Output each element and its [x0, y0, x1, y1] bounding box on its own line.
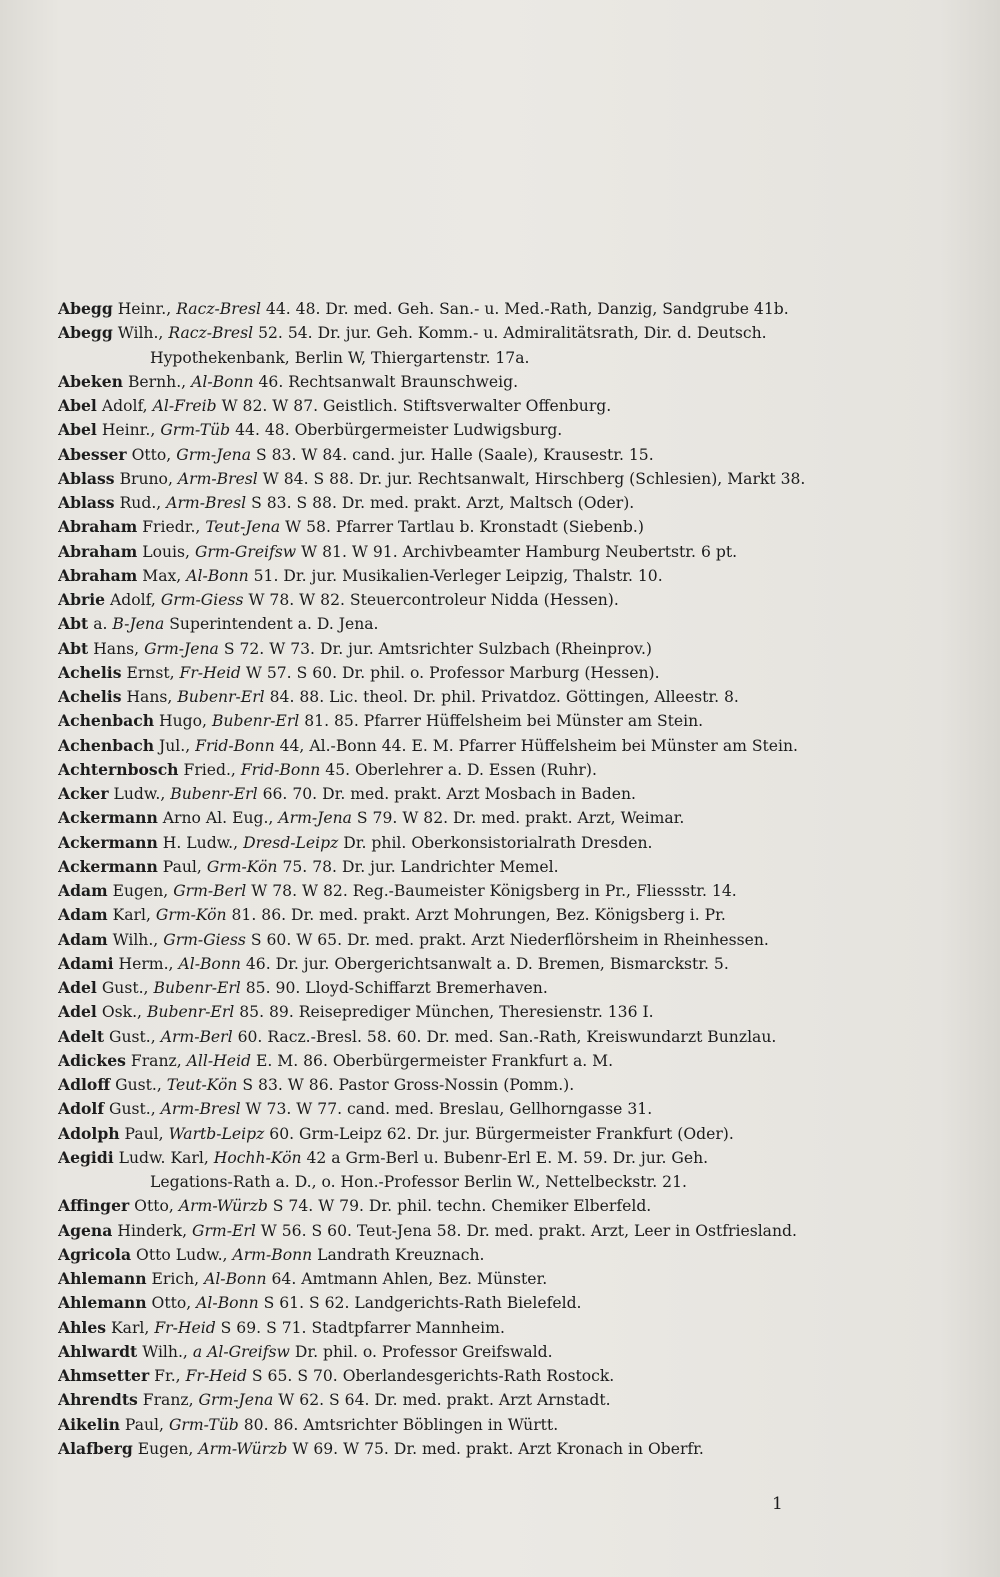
list-item [58, 1219, 958, 1243]
entry-details: 81. 86. Dr. med. prakt. Arzt Mohrungen, Bez. Königsberg i. Pr. [231, 906, 726, 925]
entry-details: W 69. W 75. Dr. med. prakt. Arzt Kronach in Oberfr. [292, 1439, 704, 1458]
entry-surname: Abegg [58, 323, 113, 343]
entry-details: W 78. W 82. Steuercontroleur Nidda (Hessen). [248, 591, 619, 609]
entry-given-name: a. [93, 615, 108, 634]
list-item [58, 685, 958, 709]
entry-given-name: Fr., [154, 1367, 181, 1385]
entry-institution: Grm-Tüb [168, 1415, 239, 1434]
entry-given-name: Bernh., [127, 372, 187, 391]
entry-given-name: Louis, [142, 542, 190, 561]
entry-institution: Bubenr-Erl [211, 712, 300, 731]
entry-surname: Achelis [58, 662, 122, 682]
entry-surname: Agricola [58, 1244, 132, 1264]
entry-given-name: Karl, [112, 906, 151, 925]
entry-surname: Ablass [58, 493, 115, 512]
entry-given-name: Eugen, [112, 882, 169, 900]
entry-continuation: Legations-Rath a. D., o. Hon.-Professor Berlin W., Nettelbeckstr. 21. [150, 1173, 687, 1191]
entry-given-name: Arno Al. Eug., [162, 809, 274, 828]
entry-surname: Ahrendts [58, 1390, 138, 1410]
entry-surname: Achternbosch [58, 759, 179, 779]
entry-given-name: Erich, [151, 1270, 200, 1288]
entry-surname: Adel [58, 978, 97, 997]
entry-details: S 72. W 73. Dr. jur. Amtsrichter Sulzbach (Rheinprov.) [223, 639, 652, 658]
entry-institution: Fr-Heid [154, 1318, 216, 1337]
entry-surname: Ahmsetter [58, 1366, 150, 1385]
entry-institution: Bubenr-Erl [146, 1003, 235, 1022]
entry-details: W 81. W 91. Archivbeamter Hamburg Neubertstr. 6 pt. [301, 542, 738, 561]
list-item [58, 1146, 958, 1170]
entry-institution: Fr-Heid [185, 1367, 247, 1385]
entry-institution: Teut-Kön [166, 1076, 238, 1094]
entry-surname: Abraham [58, 517, 138, 537]
entry-given-name: Hans, [126, 688, 173, 706]
entry-institution: Fr-Heid [179, 663, 241, 682]
entry-institution: Al-Bonn [196, 1294, 259, 1313]
list-item [58, 1388, 958, 1412]
entry-surname: Aegidi [58, 1147, 114, 1167]
entry-details: 46. Rechtsanwalt Braunschweig. [258, 372, 519, 391]
list-item [58, 1025, 958, 1049]
entry-institution: Wartb-Leipz [168, 1124, 265, 1143]
list-item [58, 1413, 958, 1437]
entry-institution: Arm-Berl [160, 1027, 233, 1046]
entry-details: 51. Dr. jur. Musikalien-Verleger Leipzig, Thalstr. 10. [253, 566, 663, 585]
entry-surname: Achenbach [58, 735, 155, 755]
entry-surname: Achelis [58, 687, 122, 706]
list-item [58, 443, 958, 467]
entry-given-name: Hans, [93, 639, 140, 658]
entry-details: 42 a Grm-Berl u. Bubenr-Erl E. M. 59. Dr. jur. Geh. [306, 1148, 709, 1167]
list-item [58, 491, 958, 515]
entry-surname: Alafberg [58, 1438, 133, 1458]
entry-institution: Grm-Kön [206, 857, 278, 876]
entry-details: 85. 90. Lloyd-Schiffarzt Bremerhaven. [245, 979, 548, 997]
entry-details: W 62. S 64. Dr. med. prakt. Arzt Arnstadt. [278, 1391, 611, 1410]
entry-surname: Adam [58, 905, 108, 925]
entry-institution: Arm-Bresl [166, 494, 247, 512]
list-item [58, 588, 958, 612]
entry-surname: Achenbach [58, 711, 155, 731]
page-number: 1 [772, 1494, 783, 1514]
entry-given-name: Wilh., [117, 324, 164, 343]
entry-surname: Abraham [58, 565, 138, 585]
entry-institution: Grm-Tüb [160, 421, 231, 440]
entry-details: 52. 54. Dr. jur. Geh. Komm.- u. Admiralitätsrath, Dir. d. Deutsch. [258, 324, 767, 343]
entry-surname: Adolph [58, 1123, 120, 1143]
entry-details: 46. Dr. jur. Obergerichtsanwalt a. D. Bremen, Bismarckstr. 5. [245, 954, 729, 973]
entry-details: S 83. W 86. Pastor Gross-Nossin (Pomm.). [242, 1076, 575, 1094]
entry-surname: Ahlwardt [58, 1341, 138, 1361]
entry-details: 66. 70. Dr. med. prakt. Arzt Mosbach in Baden. [262, 785, 636, 803]
entry-details: S 83. S 88. Dr. med. prakt. Arzt, Maltsch (Oder). [251, 494, 635, 512]
entry-surname: Adickes [58, 1050, 126, 1070]
entry-details: W 73. W 77. cand. med. Breslau, Gellhorngasse 31. [245, 1100, 653, 1119]
list-item [58, 1316, 958, 1340]
entry-continuation: Hypothekenbank, Berlin W, Thiergartenstr. 17a. [150, 348, 530, 367]
entry-institution: Arm-Jena [278, 809, 352, 828]
entry-details: 60. Racz.-Bresl. 58. 60. Dr. med. San.-Rath, Kreiswundarzt Bunzlau. [237, 1027, 777, 1046]
list-item [58, 806, 958, 830]
entry-details: E. M. 86. Oberbürgermeister Frankfurt a. M. [255, 1051, 614, 1070]
entry-institution: Teut-Jena [205, 518, 281, 537]
entry-institution: a Al-Greifsw [192, 1342, 290, 1361]
entry-surname: Abt [58, 638, 89, 658]
entry-institution: Grm-Giess [163, 930, 246, 949]
list-item [58, 734, 958, 758]
entry-institution: B-Jena [112, 615, 165, 634]
entry-given-name: Eugen, [137, 1439, 194, 1458]
entry-list [58, 297, 958, 1461]
entry-details: S 61. S 62. Landgerichts-Rath Bielefeld. [263, 1294, 582, 1313]
list-item [58, 394, 958, 418]
entry-given-name: Paul, [124, 1124, 164, 1143]
list-item [58, 903, 958, 927]
entry-details: 44, Al.-Bonn 44. E. M. Pfarrer Hüffelsheim bei Münster am Stein. [279, 736, 799, 755]
entry-institution: Grm-Jena [198, 1391, 274, 1410]
entry-institution: Al-Freib [152, 397, 217, 415]
entry-surname: Ackermann [58, 832, 158, 852]
entry-details: 80. 86. Amtsrichter Böblingen in Württ. [243, 1415, 559, 1434]
entry-given-name: Paul, [124, 1415, 164, 1434]
entry-surname: Adelt [58, 1026, 105, 1046]
list-item [58, 976, 958, 1000]
entry-details: Dr. phil. o. Professor Greifswald. [294, 1342, 553, 1361]
entry-given-name: Paul, [162, 857, 202, 876]
entry-details: 64. Amtmann Ahlen, Bez. Münster. [271, 1270, 548, 1288]
list-item [58, 540, 958, 564]
entry-surname: Abeken [58, 371, 123, 391]
entry-details: S 65. S 70. Oberlandesgerichts-Rath Rostock. [251, 1367, 615, 1385]
entry-institution: Bubenr-Erl [170, 785, 258, 803]
entry-details: 84. 88. Lic. theol. Dr. phil. Privatdoz. Göttingen, Alleestr. 8. [269, 688, 739, 706]
list-item [58, 661, 958, 685]
entry-institution: Grm-Berl [173, 882, 247, 900]
entry-given-name: Heinr., [117, 300, 172, 318]
entry-given-name: Osk., [101, 1003, 142, 1022]
entry-institution: Dresd-Leipz [243, 833, 339, 852]
entry-given-name: Karl, [111, 1318, 150, 1337]
entry-given-name: Ludw. Karl, [118, 1148, 209, 1167]
entry-surname: Agena [58, 1220, 113, 1240]
list-item [58, 1364, 958, 1388]
entry-given-name: Otto Ludw., [136, 1245, 228, 1264]
list-item [58, 515, 958, 539]
entry-given-name: Herm., [118, 954, 174, 973]
list-item [58, 1267, 958, 1291]
entry-institution: Arm-Würzb [178, 1197, 268, 1216]
list-item [58, 952, 958, 976]
entry-given-name: Franz, [130, 1051, 182, 1070]
entry-given-name: Hugo, [159, 712, 207, 731]
list-item [58, 297, 958, 321]
entry-details: W 57. S 60. Dr. phil. o. Professor Marburg (Hessen). [245, 663, 660, 682]
entry-institution: Grm-Greifsw [194, 542, 297, 561]
entry-surname: Abrie [58, 590, 106, 609]
entry-details: 75. 78. Dr. jur. Landrichter Memel. [282, 857, 559, 876]
list-item [58, 831, 958, 855]
entry-details: W 78. W 82. Reg.-Baumeister Königsberg in Pr., Fliessstr. 14. [251, 882, 737, 900]
entry-institution: Al-Bonn [178, 954, 241, 973]
list-item [58, 370, 958, 394]
entry-surname: Abt [58, 614, 89, 634]
list-item [58, 1049, 958, 1073]
entry-given-name: Franz, [142, 1391, 194, 1410]
entry-given-name: Heinr., [101, 421, 156, 440]
list-item [58, 1122, 958, 1146]
list-item [58, 612, 958, 636]
entry-institution: Al-Bonn [204, 1270, 267, 1288]
entry-institution: Frid-Bonn [195, 736, 275, 755]
list-item [58, 467, 958, 491]
entry-given-name: Gust., [115, 1076, 162, 1094]
entry-surname: Abesser [58, 444, 127, 464]
entry-given-name: Gust., [101, 979, 149, 997]
entry-details: W 56. S 60. Teut-Jena 58. Dr. med. prakt. Arzt, Leer in Ostfriesland. [260, 1221, 797, 1240]
entry-details: Dr. phil. Oberkonsistorialrath Dresden. [343, 833, 653, 852]
entry-surname: Ackermann [58, 856, 158, 876]
entry-institution: Al-Bonn [191, 372, 254, 391]
entry-given-name: Bruno, [119, 469, 173, 488]
entry-details: Superintendent a. D. Jena. [169, 615, 379, 634]
entry-institution: All-Heid [186, 1051, 251, 1070]
entry-given-name: Hinderk, [117, 1221, 188, 1240]
list-item [58, 1000, 958, 1024]
entry-details: S 74. W 79. Dr. phil. techn. Chemiker Elberfeld. [272, 1197, 652, 1216]
entry-surname: Acker [58, 784, 109, 803]
entry-surname: Ablass [58, 468, 115, 488]
list-item [58, 1194, 958, 1218]
entry-given-name: Fried., [183, 760, 236, 779]
entry-details: W 84. S 88. Dr. jur. Rechtsanwalt, Hirschberg (Schlesien), Markt 38. [262, 469, 806, 488]
entry-given-name: Otto, [151, 1294, 192, 1313]
entry-surname: Ackermann [58, 808, 158, 828]
entry-given-name: Otto, [131, 445, 172, 464]
entry-given-name: Rud., [119, 494, 162, 512]
entry-surname: Adami [58, 953, 114, 973]
entry-details: 44. 48. Dr. med. Geh. San.- u. Med.-Rath, Danzig, Sandgrube 41b. [265, 300, 789, 318]
entry-institution: Arm-Bresl [177, 469, 258, 488]
entry-surname: Abraham [58, 541, 138, 561]
list-item [58, 855, 958, 879]
entry-given-name: Jul., [159, 736, 191, 755]
entry-institution: Arm-Würzb [198, 1439, 288, 1458]
entry-surname: Affinger [58, 1196, 130, 1216]
list-item [58, 418, 958, 442]
entry-surname: Ahles [58, 1317, 107, 1337]
entry-institution: Al-Bonn [186, 566, 249, 585]
entry-details: 44. 48. Oberbürgermeister Ludwigsburg. [235, 421, 563, 440]
list-item [58, 637, 958, 661]
entry-institution: Racz-Bresl [168, 324, 254, 343]
list-item [58, 709, 958, 733]
list-item [58, 1073, 958, 1097]
list-item [58, 1340, 958, 1364]
entry-surname: Abegg [58, 299, 113, 318]
entry-surname: Adolf [58, 1099, 105, 1119]
entry-institution: Frid-Bonn [240, 760, 321, 779]
list-item [58, 321, 958, 345]
entry-institution: Grm-Jena [144, 639, 219, 658]
entry-given-name: Ernst, [126, 663, 175, 682]
entry-given-name: Friedr., [142, 518, 201, 537]
entry-surname: Ahlemann [58, 1269, 147, 1288]
entry-given-name: Wilh., [112, 930, 159, 949]
entry-institution: Grm-Giess [160, 591, 244, 609]
entry-details: Landrath Kreuznach. [317, 1245, 485, 1264]
entry-given-name: Gust., [109, 1100, 156, 1119]
entry-details: 85. 89. Reiseprediger München, Theresienstr. 136 I. [239, 1003, 654, 1022]
entry-surname: Adel [58, 1002, 97, 1022]
entry-surname: Ahlemann [58, 1293, 147, 1313]
entry-institution: Grm-Erl [192, 1221, 256, 1240]
list-item [58, 782, 958, 806]
list-item [58, 928, 958, 952]
entry-details: S 83. W 84. cand. jur. Halle (Saale), Krausestr. 15. [256, 445, 654, 464]
entry-given-name: Otto, [134, 1197, 174, 1216]
list-item [58, 1437, 958, 1461]
entry-details: 60. Grm-Leipz 62. Dr. jur. Bürgermeister Frankfurt (Oder). [269, 1124, 734, 1143]
entry-institution: Arm-Bonn [232, 1245, 313, 1264]
entry-given-name: Ludw., [113, 785, 166, 803]
entry-details: S 69. S 71. Stadtpfarrer Mannheim. [220, 1318, 505, 1337]
entry-given-name: Adolf, [101, 397, 148, 415]
entry-institution: Racz-Bresl [176, 300, 261, 318]
entry-institution: Grm-Jena [176, 445, 252, 464]
list-item [58, 1291, 958, 1315]
entry-surname: Abel [58, 396, 97, 415]
entry-details: 45. Oberlehrer a. D. Essen (Ruhr). [325, 760, 597, 779]
entry-given-name: Adolf, [110, 591, 156, 609]
entry-surname: Adam [58, 929, 108, 949]
entry-surname: Aikelin [58, 1414, 120, 1434]
list-item [58, 564, 958, 588]
entry-surname: Abel [58, 420, 97, 440]
entry-institution: Arm-Bresl [160, 1100, 241, 1119]
entry-details: S 79. W 82. Dr. med. prakt. Arzt, Weimar. [356, 809, 685, 828]
entry-surname: Adloff [58, 1075, 111, 1094]
entry-institution: Hochh-Kön [213, 1148, 302, 1167]
entry-institution: Bubenr-Erl [177, 688, 265, 706]
entry-given-name: Wilh., [142, 1342, 188, 1361]
entry-surname: Adam [58, 881, 108, 900]
entry-given-name: Max, [142, 566, 182, 585]
list-item [58, 1243, 958, 1267]
list-item [58, 879, 958, 903]
entry-given-name: Gust., [109, 1027, 156, 1046]
list-item [58, 758, 958, 782]
list-item [58, 1097, 958, 1121]
entry-given-name: H. Ludw., [162, 833, 239, 852]
entry-institution: Grm-Kön [155, 906, 227, 925]
entry-details: 81. 85. Pfarrer Hüffelsheim bei Münster am Stein. [304, 712, 704, 731]
entry-details: W 82. W 87. Geistlich. Stiftsverwalter Offenburg. [221, 397, 612, 415]
entry-institution: Bubenr-Erl [153, 979, 241, 997]
entry-details: S 60. W 65. Dr. med. prakt. Arzt Niederflörsheim in Rheinhessen. [250, 930, 769, 949]
entry-details: W 58. Pfarrer Tartlau b. Kronstadt (Siebenb.) [285, 518, 644, 537]
